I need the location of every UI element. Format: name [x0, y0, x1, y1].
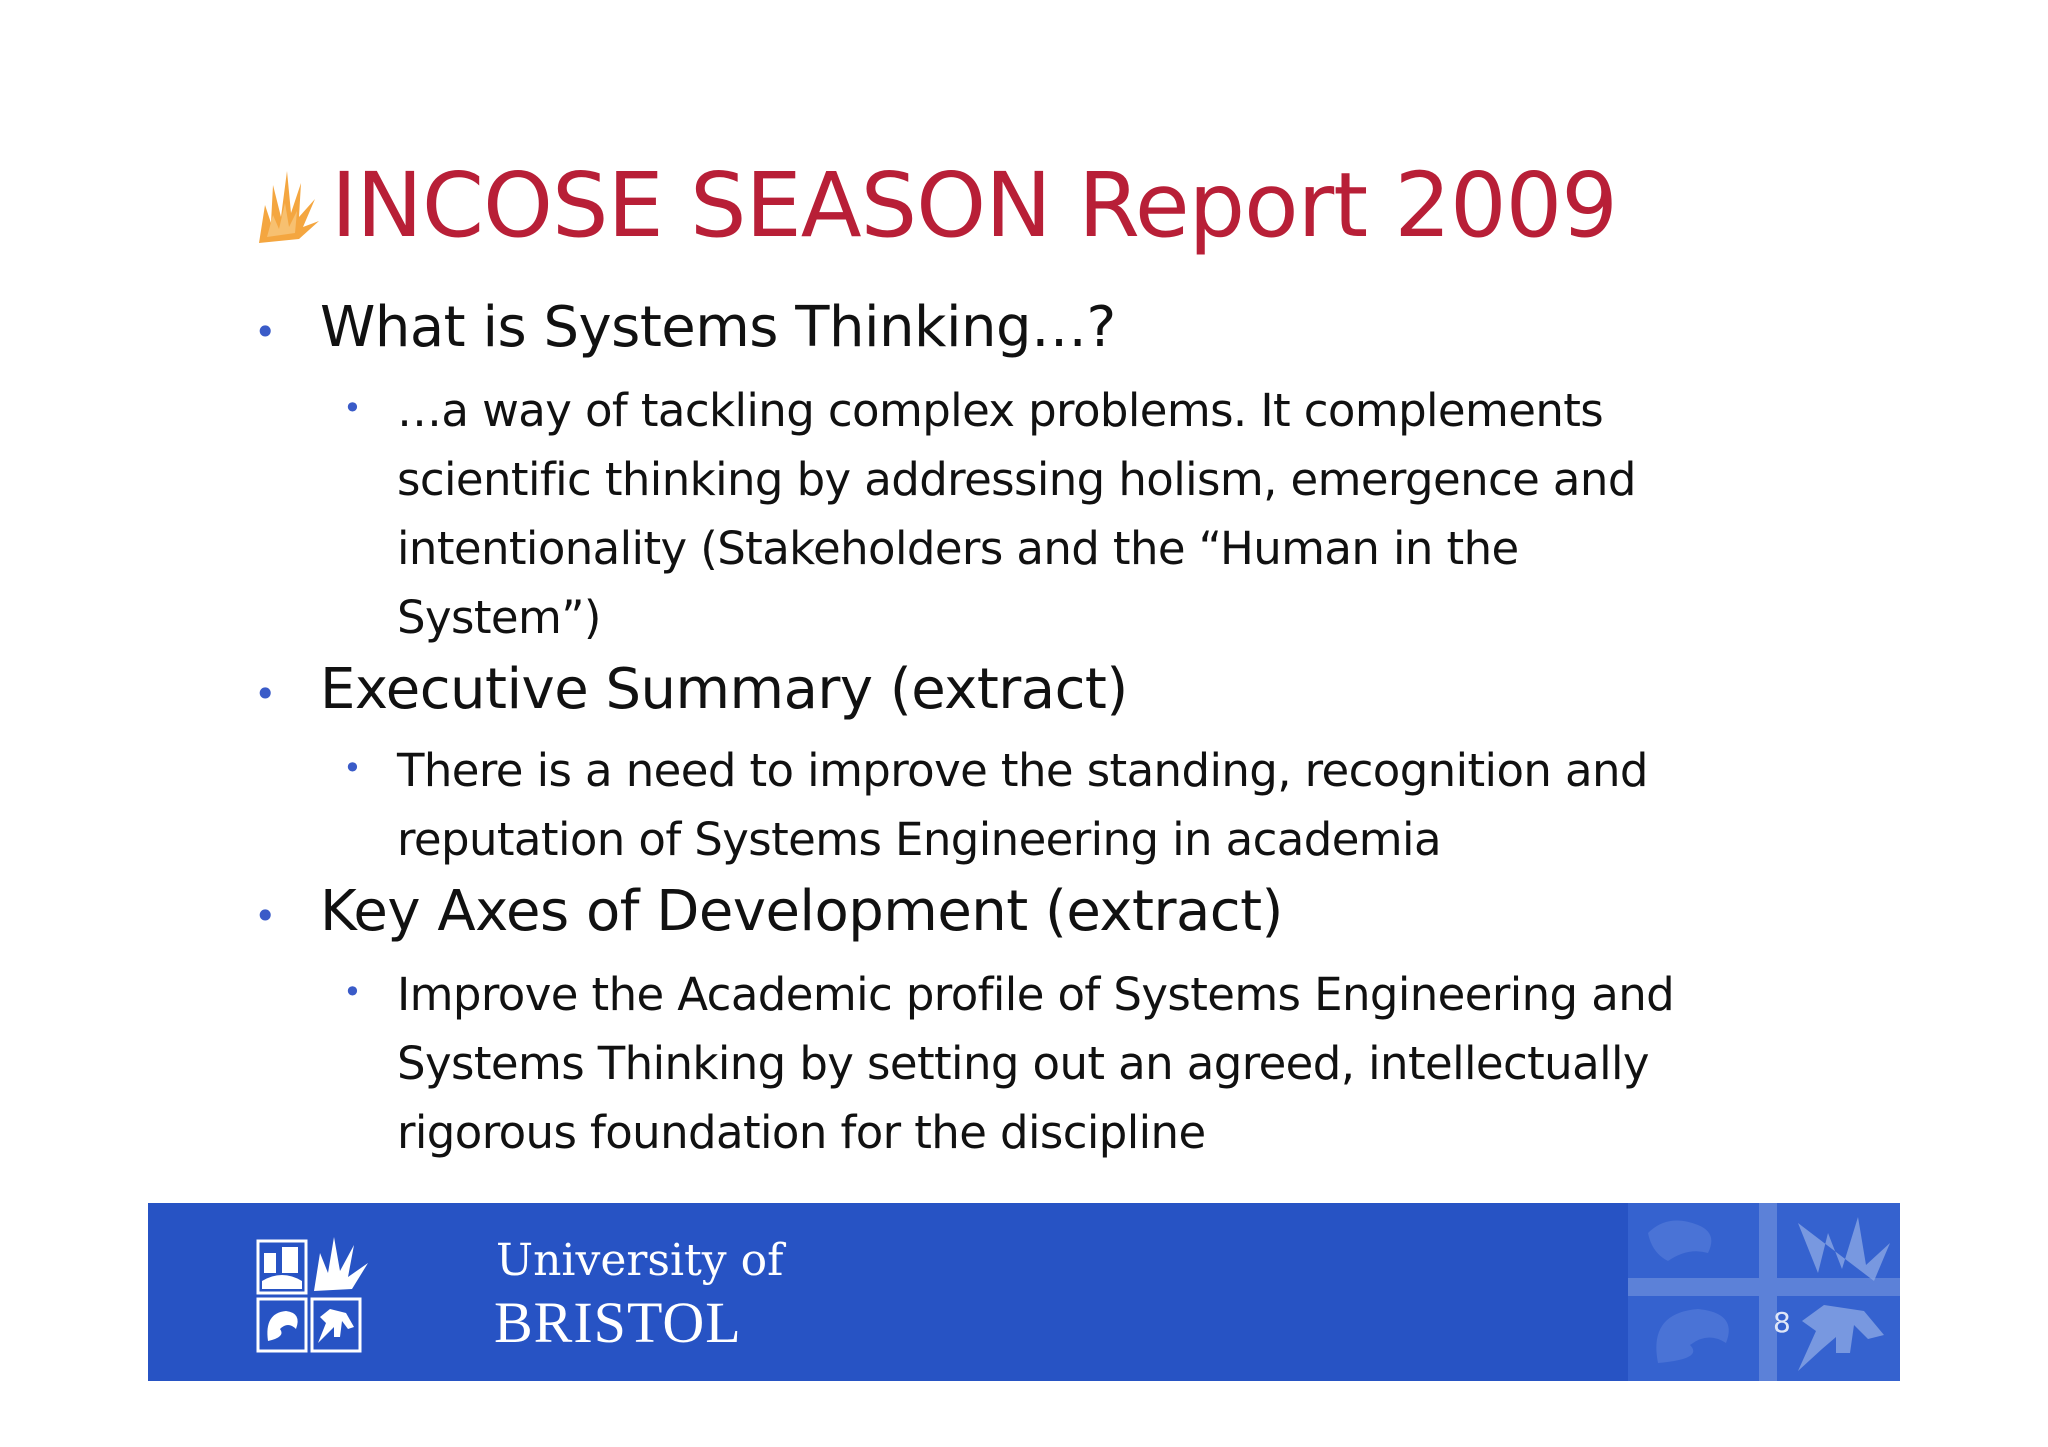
flame-icon — [255, 165, 321, 245]
logo-text-university: University of — [496, 1235, 784, 1286]
bullet-heading: Executive Summary (extract) — [320, 657, 1128, 722]
university-logo — [256, 1233, 816, 1358]
sub-bullet-line: rigorous foundation for the discipline — [397, 1106, 1206, 1159]
sub-bullet-line: reputation of Systems Engineering in academia — [397, 813, 1441, 866]
page-title: INCOSE SEASON Report 2009 — [331, 152, 1617, 257]
sub-bullet-line: There is a need to improve the standing, recognition and — [397, 744, 1648, 797]
sub-bullet-line: Systems Thinking by setting out an agreed, intellectually — [397, 1037, 1649, 1090]
sub-bullet-marker: • — [343, 973, 362, 1011]
sub-bullet-line: intentionality (Stakeholders and the “Human in the — [397, 522, 1519, 575]
bullet-marker: • — [254, 310, 277, 354]
sub-bullet-line: System”) — [397, 591, 601, 644]
sub-bullet-marker: • — [343, 749, 362, 787]
bullet-marker: • — [254, 894, 277, 938]
bullet-heading: What is Systems Thinking…? — [320, 295, 1116, 360]
sub-bullet-marker: • — [343, 389, 362, 427]
sub-bullet-line: Improve the Academic profile of Systems Engineering and — [397, 968, 1675, 1021]
footer-band — [148, 1203, 1900, 1381]
sub-bullet-line: …a way of tackling complex problems. It complements — [397, 384, 1604, 437]
bullet-marker: • — [254, 672, 277, 716]
page-number: 8 — [1773, 1306, 1791, 1339]
university-crest-icon — [256, 1233, 486, 1358]
logo-text-bristol: BRISTOL — [494, 1290, 742, 1355]
sub-bullet-line: scientific thinking by addressing holism, emergence and — [397, 453, 1636, 506]
crest-watermark-icon — [1628, 1203, 1900, 1381]
title-row — [255, 150, 1617, 260]
bullet-heading: Key Axes of Development (extract) — [320, 879, 1283, 944]
